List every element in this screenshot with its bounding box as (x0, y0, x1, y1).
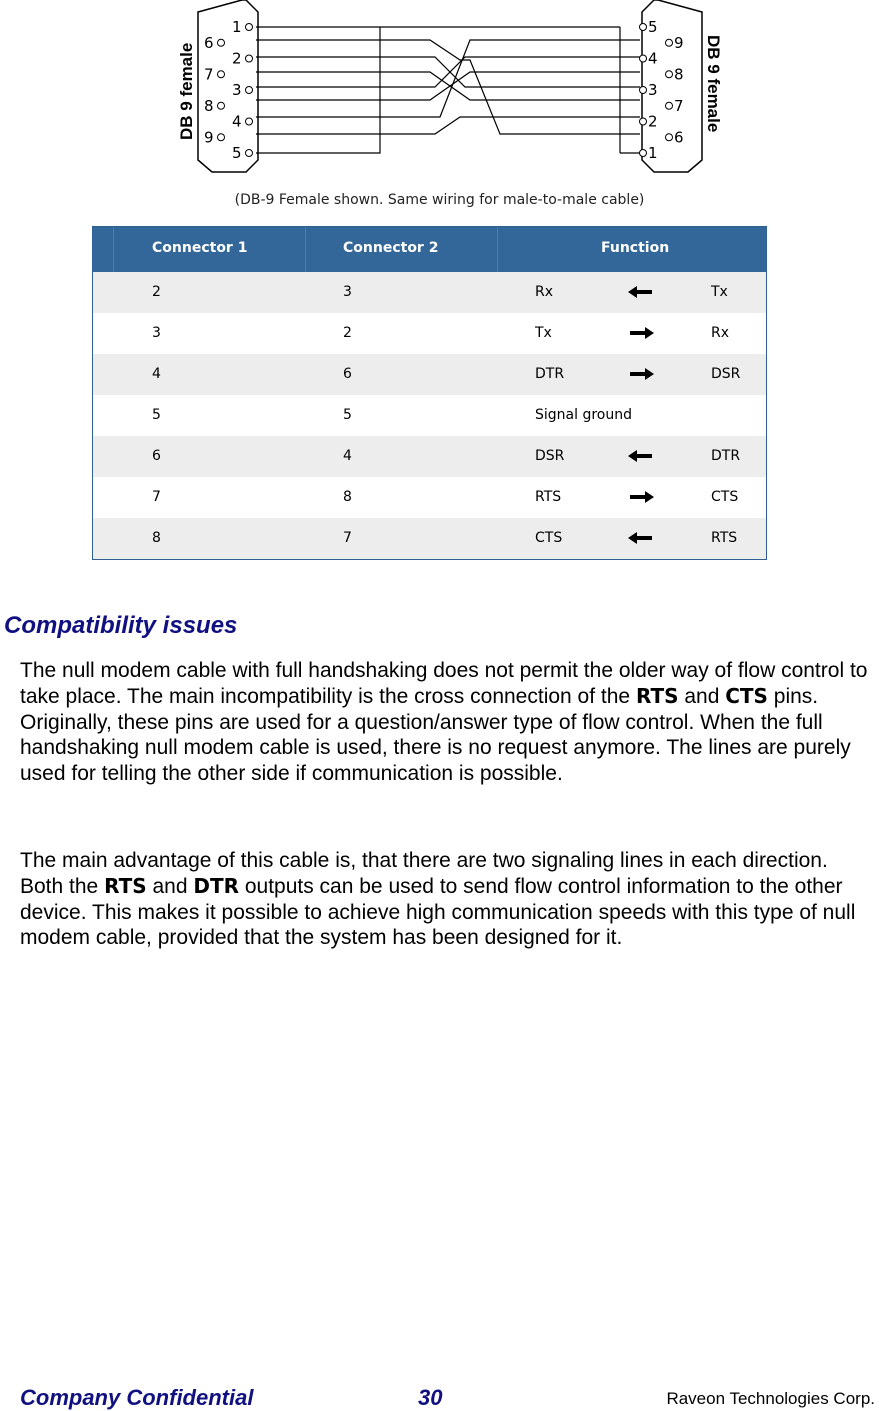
connector-1-pin: 3 (152, 325, 161, 341)
table-row (93, 313, 766, 354)
arrow-left-icon (628, 284, 654, 300)
pin-label: 1 (648, 144, 658, 162)
footer-confidential: Company Confidential (20, 1385, 254, 1410)
arrow-left-icon (628, 530, 654, 546)
section-heading: Compatibility issues (4, 612, 238, 639)
connector-1-pin: 2 (152, 284, 161, 300)
table-row (93, 436, 766, 477)
connector-1-pin: 6 (152, 448, 161, 464)
pin-label: 5 (232, 144, 242, 162)
pin-label: 2 (232, 49, 242, 68)
wiring-table (92, 226, 767, 560)
page-footer (0, 1385, 879, 1411)
connector-2-pin: 3 (343, 284, 352, 300)
pin-circle (666, 71, 673, 78)
pin-circle (640, 150, 647, 157)
pin-circle (246, 118, 253, 125)
paragraph-2: The main advantage of this cable is, that there are two signaling lines in each direction. Both the RTS and DTR outputs can be used to send flow control information to the other device. This makes it possible to achieve high communication speeds with this type of null modem cable, provided that the system has been designed for it. (20, 849, 856, 950)
arrow-right-icon (628, 489, 654, 505)
pin-circle (666, 39, 673, 46)
connector-2-pin: 5 (343, 407, 352, 423)
signal-from: Signal ground (535, 407, 632, 423)
header-connector-1: Connector 1 (152, 240, 248, 256)
signal-to: RTS (711, 530, 738, 546)
arrow-left-icon (628, 448, 654, 464)
signal-to: CTS (711, 489, 739, 505)
table-row (93, 518, 766, 559)
signal-to: Rx (711, 325, 730, 341)
pin-circle (246, 55, 253, 62)
pin-label: 9 (204, 128, 214, 147)
pin-circle (666, 134, 673, 141)
pin-circle (218, 71, 225, 78)
pin-label: 8 (204, 96, 214, 115)
pin-label: 4 (232, 112, 242, 131)
pin-circle (640, 24, 647, 31)
pin-label: 5 (648, 18, 658, 36)
pin-circle (666, 102, 673, 109)
signal-to: DSR (711, 366, 741, 382)
signal-to: Tx (711, 284, 728, 300)
connector-2-pin: 6 (343, 366, 352, 382)
pin-label: 6 (204, 33, 214, 52)
arrow-right-icon (628, 366, 654, 382)
dtr-term: DTR (193, 873, 239, 898)
pin-label: 2 (648, 112, 658, 131)
signal-from: Rx (535, 284, 554, 300)
signal-from: DSR (535, 448, 565, 464)
table-row (93, 395, 766, 436)
connector-1-pin: 7 (152, 489, 161, 505)
signal-from: RTS (535, 489, 562, 505)
pin-label: 8 (674, 65, 684, 84)
pin-label: 4 (648, 49, 658, 68)
connector-2-pin: 4 (343, 448, 352, 464)
rts-term: RTS (635, 683, 679, 708)
pin-label: 6 (674, 128, 684, 147)
pin-circle (640, 87, 647, 94)
pin-label: 9 (674, 33, 684, 52)
signal-to: DTR (711, 448, 741, 464)
pin-label: 3 (648, 81, 658, 99)
page-number: 30 (418, 1385, 443, 1410)
table-row (93, 477, 766, 518)
pin-circle (246, 87, 253, 94)
pin-circle (640, 118, 647, 125)
rts-term: RTS (104, 873, 147, 898)
pin-label: 7 (204, 65, 214, 84)
table-header (93, 227, 766, 272)
footer-company: Raveon Technologies Corp. (666, 1389, 875, 1408)
paragraph-1: The null modem cable with full handshaking does not permit the older way of flow control to take place. The main incompatibility is the cross connection of the RTS and CTS pins. Originally, these pins are used for a question/answer type of flow control. When the full handshaking null modem cable is used, there is no request anymore. The lines are purely used for telling the other side if communication is possible. (20, 659, 868, 786)
signal-from: DTR (535, 366, 565, 382)
header-connector-2: Connector 2 (343, 240, 439, 256)
connector-2-pin: 2 (343, 325, 352, 341)
connector-1-pin: 4 (152, 366, 161, 382)
connector-2-pin: 8 (343, 489, 352, 505)
cts-term: CTS (725, 683, 768, 708)
signal-from: Tx (535, 325, 552, 341)
table-row (93, 272, 766, 313)
right-connector-label: DB 9 female (704, 35, 723, 133)
pin-circle (218, 39, 225, 46)
pin-circle (246, 24, 253, 31)
signal-from: CTS (535, 530, 563, 546)
pin-circle (640, 55, 647, 62)
pin-circle (218, 134, 225, 141)
null-modem-wiring-diagram (170, 0, 730, 175)
connector-2-pin: 7 (343, 530, 352, 546)
pin-label: 7 (674, 96, 684, 115)
pin-label: 1 (232, 18, 242, 36)
table-row (93, 354, 766, 395)
header-function: Function (601, 240, 670, 256)
pin-circle (246, 150, 253, 157)
connector-1-pin: 8 (152, 530, 161, 546)
diagram-caption: (DB-9 Female shown. Same wiring for male-to-male cable) (234, 192, 645, 208)
pin-circle (218, 102, 225, 109)
pin-label: 3 (232, 81, 242, 99)
left-connector-label: DB 9 female (177, 42, 196, 140)
arrow-right-icon (628, 325, 654, 341)
connector-1-pin: 5 (152, 407, 161, 423)
